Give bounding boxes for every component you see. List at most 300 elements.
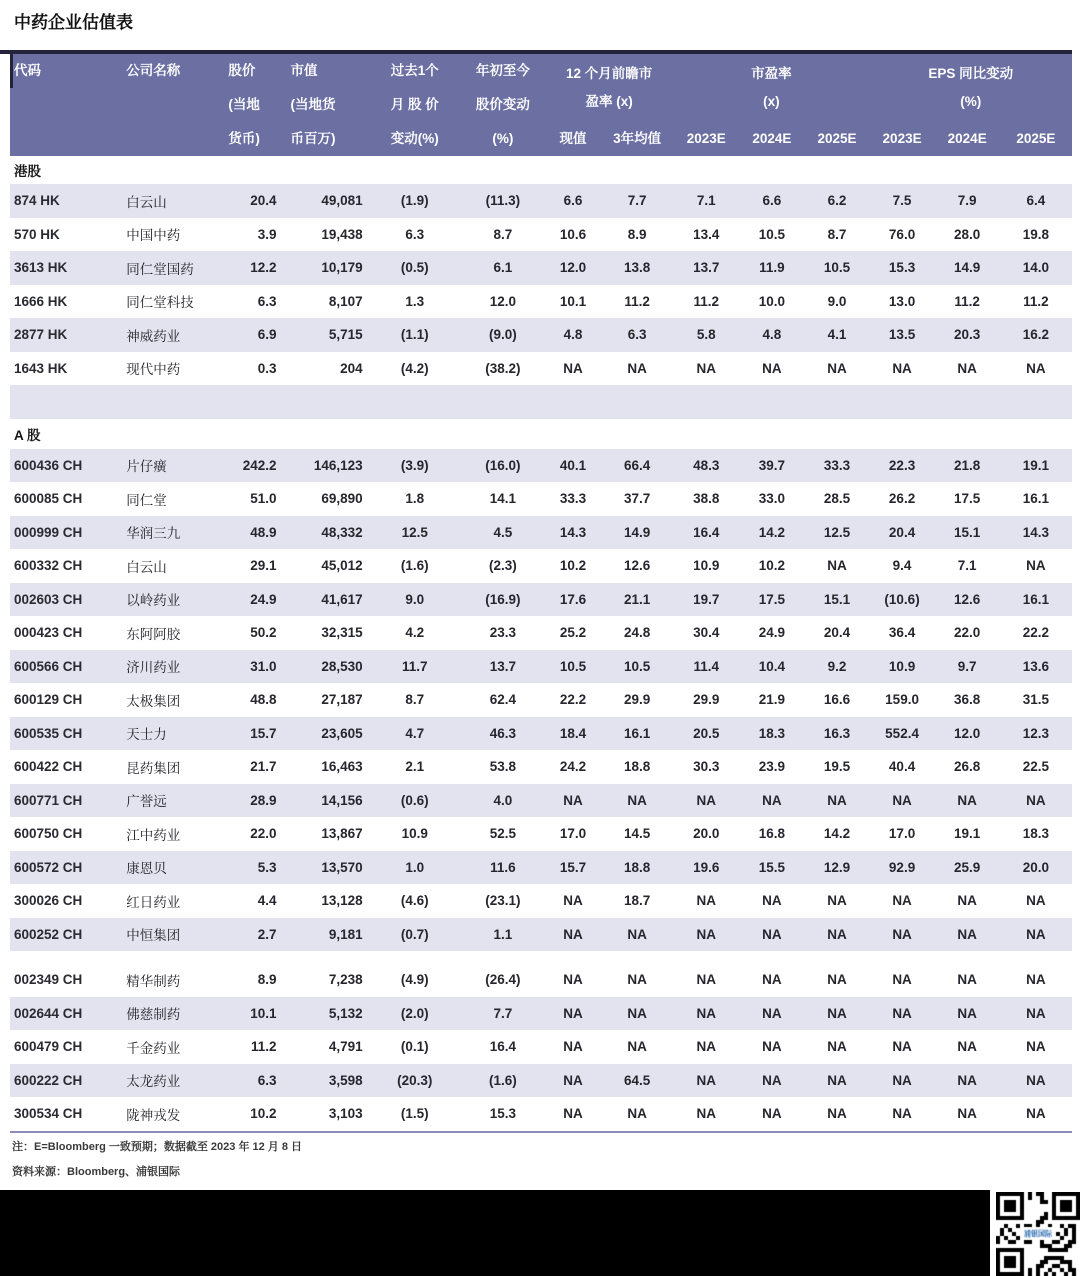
cell-eps-2025e: 13.6	[1000, 650, 1072, 684]
cell-1m-change: (1.5)	[400, 1106, 429, 1122]
cell-code: 874 HK	[10, 184, 120, 218]
cell-pe-current: NA	[545, 918, 601, 952]
table-row	[10, 963, 1072, 997]
cell-1m-change: (3.9)	[369, 449, 461, 483]
cell-pe-2023e: 20.5	[673, 717, 739, 751]
cell-price: 3.9	[257, 226, 277, 242]
cell-pe-2024e: 6.6	[739, 184, 804, 218]
cell-pe-2023e: NA	[673, 997, 739, 1031]
valuation-table	[10, 54, 1072, 1131]
cell-pe-2023e: 16.4	[673, 516, 739, 550]
cell-code: 002644 CH	[10, 997, 120, 1031]
cell-pe-3y-avg: NA	[601, 784, 673, 818]
cell-pe-2024e: 17.5	[739, 583, 804, 617]
header-company: 公司名称	[120, 54, 220, 156]
cell-pe-2023e: 11.4	[673, 650, 739, 684]
cell-1m-change: (20.3)	[369, 1064, 461, 1098]
cell-pe-3y-avg: NA	[601, 997, 673, 1031]
cell-eps-2023e: NA	[892, 360, 912, 376]
cell-pe-2023e: 11.2	[693, 293, 719, 309]
cell-pe-current: 22.2	[559, 692, 587, 708]
cell-code: 300026 CH	[14, 893, 83, 909]
cell-eps-2024e: 7.1	[957, 558, 977, 574]
cell-pe-2025e: 10.5	[804, 251, 869, 285]
cell-price: 20.4	[220, 184, 282, 218]
cell-pe-3y-avg: 18.7	[623, 893, 651, 909]
cell-1m-change: 6.3	[405, 226, 425, 242]
cell-pe-2025e: NA	[804, 918, 869, 952]
cell-pe-2024e: 10.2	[758, 558, 785, 574]
cell-eps-2024e: NA	[935, 1064, 1000, 1098]
cell-code: 000423 CH	[14, 625, 83, 641]
cell-market-cap: 13,867	[321, 826, 363, 842]
cell-pe-2025e: NA	[827, 972, 847, 988]
cell-1m-change: 2.1	[405, 759, 425, 775]
table-row	[10, 750, 1072, 784]
subheader-eps-growth-2025e: 2025E	[1000, 122, 1072, 156]
cell-code: 600771 CH	[10, 784, 120, 818]
cell-price: 24.9	[220, 583, 282, 617]
cell-pe-2024e: 18.3	[739, 717, 804, 751]
cell-eps-2023e: NA	[870, 1064, 935, 1098]
cell-market-cap: 4,791	[328, 1039, 363, 1055]
cell-eps-2023e: 40.4	[888, 759, 916, 775]
cell-pe-current: 10.6	[559, 226, 587, 242]
cell-eps-2024e: NA	[935, 784, 1000, 818]
cell-company: 天士力	[120, 717, 220, 751]
cell-code: 600222 CH	[10, 1064, 120, 1098]
cell-pe-2025e: NA	[804, 997, 869, 1031]
cell-pe-2025e: 19.5	[823, 759, 851, 775]
table-row	[10, 717, 1072, 751]
cell-price: 21.7	[250, 759, 277, 775]
cell-eps-2025e: 20.0	[1000, 851, 1072, 885]
cell-company: 片仔癀	[120, 449, 220, 483]
cell-eps-2025e: NA	[1000, 997, 1072, 1031]
cell-eps-2024e: NA	[957, 1106, 977, 1122]
table-row	[10, 352, 1072, 386]
cell-code: 600566 CH	[10, 650, 120, 684]
cell-pe-2024e: NA	[739, 997, 804, 1031]
cell-pe-2024e: 39.7	[739, 449, 804, 483]
table-row	[10, 650, 1072, 684]
cell-pe-2023e: 7.1	[673, 184, 739, 218]
cell-eps-2024e: 20.3	[935, 318, 1000, 352]
cell-eps-2023e: 76.0	[888, 226, 916, 242]
cell-pe-2024e: NA	[762, 1106, 782, 1122]
cell-market-cap: 14,156	[282, 784, 368, 818]
header-market-cap: 市值 (当地货 币百万)	[282, 54, 368, 156]
cell-code: 300534 CH	[14, 1106, 83, 1122]
cell-eps-2025e: 19.8	[1022, 226, 1049, 242]
table-row	[10, 549, 1072, 583]
cell-market-cap: 146,123	[282, 449, 368, 483]
table-row	[10, 1064, 1072, 1098]
cell-company: 白云山	[126, 559, 167, 575]
cell-market-cap: 5,715	[282, 318, 368, 352]
table-row	[10, 918, 1072, 952]
cell-price: 12.2	[220, 251, 282, 285]
cell-eps-2023e: 13.5	[870, 318, 935, 352]
cell-eps-2023e: 17.0	[888, 826, 916, 842]
cell-pe-current: NA	[545, 1064, 601, 1098]
cell-company: 红日药业	[126, 894, 181, 910]
cell-pe-2023e: NA	[696, 893, 716, 909]
subheader-forward-pe-现值: 现值	[545, 122, 601, 156]
cell-market-cap: 16,463	[321, 759, 363, 775]
cell-eps-2024e: 17.5	[954, 491, 981, 507]
cell-price: 242.2	[220, 449, 282, 483]
cell-code: 570 HK	[14, 226, 60, 242]
cell-price: 51.0	[250, 491, 277, 507]
cell-pe-2025e: 9.2	[804, 650, 869, 684]
cell-pe-2024e: 21.9	[758, 692, 785, 708]
cell-price: 6.9	[220, 318, 282, 352]
cell-eps-2023e: 15.3	[870, 251, 935, 285]
cell-price: 10.2	[250, 1106, 277, 1122]
cell-price: 50.2	[250, 625, 277, 641]
cell-pe-current: 40.1	[545, 449, 601, 483]
cell-price: 48.9	[220, 516, 282, 550]
table-row	[10, 251, 1072, 285]
cell-pe-2025e: NA	[804, 1064, 869, 1098]
table-row	[10, 516, 1072, 550]
cell-pe-current: 14.3	[545, 516, 601, 550]
cell-company: 以岭药业	[120, 583, 220, 617]
cell-1m-change: (1.6)	[400, 558, 429, 574]
cell-pe-2025e: 16.3	[804, 717, 869, 751]
cell-pe-3y-avg: 21.1	[601, 583, 673, 617]
cell-price: 48.8	[250, 692, 277, 708]
cell-eps-2023e: NA	[892, 1106, 912, 1122]
gap-row	[10, 951, 1072, 963]
cell-ytd-change: 62.4	[489, 692, 517, 708]
cell-code: 000999 CH	[10, 516, 120, 550]
table-row	[10, 997, 1072, 1031]
cell-pe-3y-avg: 24.8	[623, 625, 651, 641]
cell-code: 2877 HK	[10, 318, 120, 352]
cell-market-cap: 32,315	[321, 625, 363, 641]
cell-pe-3y-avg: 12.6	[623, 558, 651, 574]
cell-pe-3y-avg: NA	[627, 360, 647, 376]
cell-pe-3y-avg: NA	[627, 1039, 647, 1055]
cell-pe-2023e: NA	[696, 1106, 716, 1122]
cell-eps-2025e: NA	[1026, 558, 1046, 574]
cell-market-cap: 69,890	[321, 491, 363, 507]
cell-pe-2025e: NA	[827, 558, 847, 574]
group-header-eps-growth: EPS 同比变动 (%)	[870, 54, 1072, 122]
cell-ytd-change: (1.6)	[461, 1064, 545, 1098]
cell-pe-2024e: 24.9	[758, 625, 785, 641]
cell-pe-3y-avg: 18.8	[623, 759, 651, 775]
cell-price: 28.9	[220, 784, 282, 818]
cell-market-cap: 48,332	[282, 516, 368, 550]
cell-ytd-change: 6.1	[461, 251, 545, 285]
cell-company: 同仁堂科技	[126, 295, 194, 311]
cell-code: 600535 CH	[10, 717, 120, 751]
cell-company: 神威药业	[120, 318, 220, 352]
cell-pe-2024e: 33.0	[758, 491, 785, 507]
cell-1m-change: 4.2	[405, 625, 425, 641]
cell-company: 东阿阿胶	[126, 626, 181, 642]
cell-pe-3y-avg: NA	[627, 972, 647, 988]
cell-market-cap: 10,179	[282, 251, 368, 285]
cell-eps-2025e: 31.5	[1022, 692, 1049, 708]
cell-code: 002603 CH	[10, 583, 120, 617]
cell-pe-2025e: 4.1	[804, 318, 869, 352]
cell-market-cap: 13,570	[282, 851, 368, 885]
cell-eps-2023e: 552.4	[870, 717, 935, 751]
cell-pe-2024e: 10.0	[758, 293, 785, 309]
cell-1m-change: 11.7	[369, 650, 461, 684]
cell-eps-2025e: 22.2	[1022, 625, 1049, 641]
cell-price: 31.0	[220, 650, 282, 684]
cell-eps-2025e: 6.4	[1000, 184, 1072, 218]
cell-eps-2025e: 16.1	[1000, 583, 1072, 617]
cell-ytd-change: 8.7	[493, 226, 513, 242]
cell-pe-2023e: 19.7	[673, 583, 739, 617]
cell-market-cap: 45,012	[321, 558, 363, 574]
cell-eps-2023e: NA	[892, 972, 912, 988]
cell-market-cap: 3,103	[328, 1106, 363, 1122]
cell-1m-change: 9.0	[369, 583, 461, 617]
cell-eps-2023e: 7.5	[870, 184, 935, 218]
cell-eps-2025e: 16.1	[1022, 491, 1049, 507]
cell-market-cap: 8,107	[328, 293, 363, 309]
cell-eps-2025e: 14.3	[1000, 516, 1072, 550]
cell-company: 千金药业	[126, 1040, 181, 1056]
cell-company: 广誉远	[120, 784, 220, 818]
cell-price: 2.7	[220, 918, 282, 952]
cell-eps-2025e: 12.3	[1000, 717, 1072, 751]
subheader-pe-2023e: 2023E	[673, 122, 739, 156]
table-row	[10, 851, 1072, 885]
cell-pe-2025e: NA	[827, 1039, 847, 1055]
cell-pe-2025e: 33.3	[804, 449, 869, 483]
cell-pe-2023e: 10.9	[693, 558, 720, 574]
cell-price: 15.7	[220, 717, 282, 751]
footnote-estimates: 注：E=Bloomberg 一致预期；数据截至 2023 年 12 月 8 日	[12, 1140, 303, 1153]
cell-code: 600129 CH	[14, 692, 83, 708]
cell-pe-2023e: 20.0	[693, 826, 720, 842]
cell-ytd-change: 23.3	[489, 625, 517, 641]
cell-pe-3y-avg: 6.3	[601, 318, 673, 352]
cell-code: 600422 CH	[14, 759, 83, 775]
cell-eps-2023e: NA	[892, 1039, 912, 1055]
section-label-row	[10, 419, 1072, 449]
cell-pe-3y-avg: NA	[601, 918, 673, 952]
table-row	[10, 884, 1072, 918]
cell-pe-2023e: 48.3	[673, 449, 739, 483]
cell-pe-2024e: 15.5	[739, 851, 804, 885]
cell-pe-3y-avg: 14.9	[601, 516, 673, 550]
cell-pe-2023e: 30.3	[693, 759, 720, 775]
cell-market-cap: 19,438	[321, 226, 363, 242]
cell-pe-3y-avg: 29.9	[623, 692, 651, 708]
cell-eps-2024e: NA	[957, 360, 977, 376]
cell-pe-2024e: NA	[739, 1064, 804, 1098]
cell-pe-2024e: 10.5	[758, 226, 785, 242]
cell-market-cap: 28,530	[282, 650, 368, 684]
cell-pe-2023e: 13.7	[673, 251, 739, 285]
cell-eps-2024e: NA	[935, 918, 1000, 952]
cell-1m-change: (1.9)	[369, 184, 461, 218]
cell-pe-2025e: 12.5	[804, 516, 869, 550]
cell-pe-current: NA	[563, 893, 583, 909]
cell-code: 1643 HK	[14, 360, 68, 376]
cell-1m-change: (0.5)	[369, 251, 461, 285]
cell-pe-current: 17.0	[559, 826, 587, 842]
footer-black-bar	[0, 1190, 990, 1276]
cell-pe-2025e: NA	[827, 893, 847, 909]
cell-pe-current: 33.3	[559, 491, 587, 507]
cell-pe-3y-avg: 16.1	[601, 717, 673, 751]
cell-eps-2025e: NA	[1026, 360, 1046, 376]
cell-1m-change: 8.7	[405, 692, 425, 708]
page-title: 中药企业估值表	[14, 13, 133, 32]
table-row	[10, 583, 1072, 617]
cell-pe-2023e: NA	[673, 784, 739, 818]
cell-market-cap: 5,132	[282, 997, 368, 1031]
cell-code: 002349 CH	[14, 972, 83, 988]
table-row	[10, 616, 1072, 650]
cell-pe-2024e: 23.9	[758, 759, 785, 775]
cell-pe-2025e: 28.5	[823, 491, 851, 507]
cell-pe-current: 12.0	[545, 251, 601, 285]
cell-pe-3y-avg: 13.8	[601, 251, 673, 285]
cell-pe-current: 6.6	[545, 184, 601, 218]
cell-price: 29.1	[250, 558, 277, 574]
cell-market-cap: 9,181	[282, 918, 368, 952]
cell-pe-2023e: 5.8	[673, 318, 739, 352]
cell-pe-current: 24.2	[559, 759, 587, 775]
cell-pe-current: 17.6	[545, 583, 601, 617]
cell-eps-2025e: 11.2	[1023, 293, 1049, 309]
cell-market-cap: 27,187	[321, 692, 363, 708]
subheader-pe-2024e: 2024E	[739, 122, 804, 156]
subheader-eps-growth-2024e: 2024E	[935, 122, 1000, 156]
cell-ytd-change: 52.5	[489, 826, 517, 842]
qr-code-canvas	[996, 1192, 1080, 1276]
header-code: 代码	[10, 54, 120, 156]
cell-code: 1666 HK	[14, 293, 68, 309]
cell-1m-change: (0.6)	[369, 784, 461, 818]
cell-code: 3613 HK	[10, 251, 120, 285]
cell-code: 600252 CH	[10, 918, 120, 952]
cell-eps-2023e: NA	[870, 784, 935, 818]
cell-market-cap: 7,238	[328, 972, 363, 988]
cell-pe-2023e: 19.6	[673, 851, 739, 885]
cell-eps-2024e: 11.2	[954, 293, 980, 309]
cell-pe-3y-avg: 7.7	[601, 184, 673, 218]
cell-market-cap: 204	[340, 360, 363, 376]
cell-pe-current: NA	[563, 972, 583, 988]
table-row	[10, 1030, 1072, 1064]
cell-eps-2024e: 15.1	[935, 516, 1000, 550]
cell-company: 太龙药业	[120, 1064, 220, 1098]
cell-pe-2025e: 20.4	[823, 625, 851, 641]
cell-pe-current: 18.4	[545, 717, 601, 751]
table-row	[10, 184, 1072, 218]
spacer-row	[10, 385, 1072, 419]
cell-1m-change: 4.7	[369, 717, 461, 751]
cell-pe-2024e: 11.9	[739, 251, 804, 285]
cell-pe-2023e: NA	[673, 1064, 739, 1098]
cell-pe-2024e: 16.8	[758, 826, 785, 842]
cell-eps-2024e: 26.8	[954, 759, 981, 775]
cell-pe-current: NA	[563, 1106, 583, 1122]
cell-pe-2023e: NA	[696, 360, 716, 376]
cell-code: 600572 CH	[10, 851, 120, 885]
cell-pe-2023e: NA	[673, 918, 739, 952]
cell-eps-2023e: 13.0	[888, 293, 916, 309]
cell-eps-2024e: 21.8	[935, 449, 1000, 483]
cell-pe-2023e: 30.4	[693, 625, 720, 641]
cell-1m-change: (0.7)	[369, 918, 461, 952]
cell-eps-2024e: 12.0	[935, 717, 1000, 751]
cell-1m-change: (4.6)	[400, 893, 429, 909]
cell-ytd-change: (23.1)	[485, 893, 521, 909]
section-label-row	[10, 156, 1072, 184]
cell-ytd-change: 1.1	[461, 918, 545, 952]
cell-ytd-change: (16.0)	[461, 449, 545, 483]
cell-ytd-change: 53.8	[489, 759, 517, 775]
cell-price: 0.3	[257, 360, 277, 376]
cell-code: 600479 CH	[14, 1039, 83, 1055]
cell-ytd-change: 46.3	[461, 717, 545, 751]
cell-pe-current: 10.2	[559, 558, 587, 574]
cell-pe-2023e: 38.8	[693, 491, 720, 507]
cell-eps-2023e: 20.4	[870, 516, 935, 550]
cell-eps-2025e: NA	[1026, 1039, 1046, 1055]
section-label: 港股	[10, 156, 1072, 184]
cell-market-cap: 49,081	[282, 184, 368, 218]
cell-price: 22.0	[250, 826, 277, 842]
cell-1m-change: (4.2)	[400, 360, 429, 376]
table-row	[10, 817, 1072, 851]
cell-eps-2024e: 25.9	[935, 851, 1000, 885]
cell-ytd-change: (16.9)	[461, 583, 545, 617]
cell-1m-change: (0.1)	[400, 1039, 429, 1055]
cell-pe-current: 4.8	[545, 318, 601, 352]
table-left-tick	[10, 50, 13, 88]
cell-company: 中国中药	[126, 228, 181, 244]
cell-pe-3y-avg: NA	[627, 1106, 647, 1122]
cell-pe-current: 10.5	[545, 650, 601, 684]
table-row	[10, 1097, 1072, 1131]
subheader-forward-pe-3年均值: 3年均值	[601, 122, 673, 156]
header-price: 股价 (当地 货币)	[220, 54, 282, 156]
cell-ytd-change: (38.2)	[485, 360, 521, 376]
cell-company: 同仁堂	[126, 492, 167, 508]
cell-eps-2023e: 22.3	[870, 449, 935, 483]
cell-eps-2025e: NA	[1000, 784, 1072, 818]
cell-company: 佛慈制药	[120, 997, 220, 1031]
cell-ytd-change: 7.7	[461, 997, 545, 1031]
cell-eps-2023e: NA	[870, 997, 935, 1031]
cell-eps-2024e: NA	[957, 1039, 977, 1055]
cell-pe-2025e: 16.6	[823, 692, 851, 708]
cell-company: 中恒集团	[120, 918, 220, 952]
cell-ytd-change: 13.7	[461, 650, 545, 684]
table-row	[10, 285, 1072, 319]
cell-eps-2025e: 14.0	[1000, 251, 1072, 285]
cell-company: 康恩贝	[120, 851, 220, 885]
cell-market-cap: 23,605	[282, 717, 368, 751]
cell-pe-2024e: NA	[739, 784, 804, 818]
cell-eps-2023e: NA	[870, 918, 935, 952]
table-bottom-border	[10, 1131, 1072, 1133]
